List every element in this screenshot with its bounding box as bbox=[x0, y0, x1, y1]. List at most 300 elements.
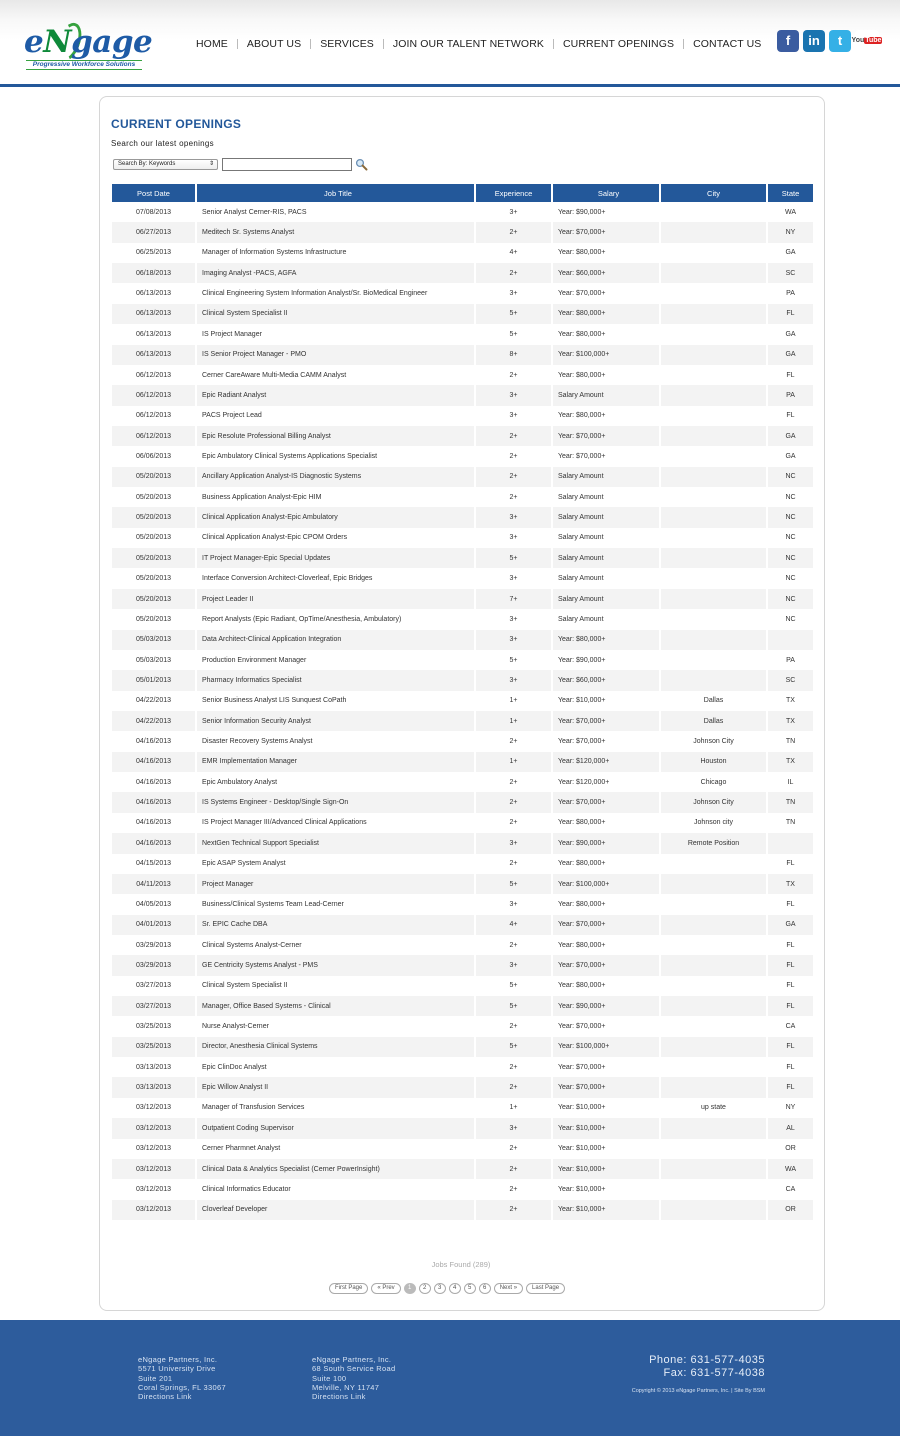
cell-post-date: 05/20/2013 bbox=[112, 548, 197, 568]
table-row[interactable] bbox=[112, 406, 813, 426]
cell-state: NC bbox=[785, 615, 796, 623]
table-row[interactable] bbox=[112, 874, 813, 894]
table-row[interactable] bbox=[112, 1037, 813, 1057]
logo-tagline: Progressive Workforce Solutions bbox=[26, 60, 142, 70]
cell-job-title[interactable]: Imaging Analyst -PACS, AGFA bbox=[197, 263, 476, 283]
cell-salary: Salary Amount bbox=[553, 467, 661, 487]
cell-job-title[interactable]: Cloverleaf Developer bbox=[197, 1200, 476, 1220]
cell-city bbox=[661, 915, 768, 935]
search-icon[interactable] bbox=[355, 158, 368, 171]
cell-state: GA bbox=[785, 330, 796, 338]
table-row[interactable] bbox=[112, 670, 813, 690]
cell-salary: Year: $90,000+ bbox=[553, 650, 661, 670]
cell-city: Dallas bbox=[661, 691, 768, 711]
cell-city bbox=[661, 222, 768, 242]
cell-experience: 5+ bbox=[476, 1037, 553, 1057]
directions-link[interactable]: Directions Link bbox=[138, 1392, 192, 1402]
cell-experience: 2+ bbox=[476, 365, 553, 385]
cell-job-title[interactable]: Outpatient Coding Supervisor bbox=[197, 1118, 476, 1138]
cell-job-title[interactable]: Senior Analyst Cerner-RIS, PACS bbox=[197, 202, 476, 222]
nav-divider bbox=[553, 39, 554, 49]
cell-experience: 2+ bbox=[476, 1139, 553, 1159]
nav-current-openings[interactable]: CURRENT OPENINGS bbox=[563, 38, 675, 50]
cell-salary: Year: $100,000+ bbox=[553, 1037, 661, 1057]
cell-experience: 5+ bbox=[476, 874, 553, 894]
cell-city bbox=[661, 1077, 768, 1097]
cell-state bbox=[768, 833, 813, 853]
cell-experience: 3+ bbox=[476, 385, 553, 405]
table-row[interactable] bbox=[112, 1139, 813, 1159]
cell-experience: 2+ bbox=[476, 935, 553, 955]
cell-state: FL bbox=[786, 982, 795, 990]
cell-salary: Salary Amount bbox=[553, 568, 661, 588]
cell-city bbox=[661, 874, 768, 894]
cell-city bbox=[661, 996, 768, 1016]
cell-city bbox=[661, 976, 768, 996]
nav-divider bbox=[310, 39, 311, 49]
table-row[interactable] bbox=[112, 996, 813, 1016]
address-line: eNgage Partners, Inc. bbox=[138, 1355, 218, 1364]
cell-post-date: 06/13/2013 bbox=[112, 324, 197, 344]
cell-experience: 3+ bbox=[476, 670, 553, 690]
table-row[interactable] bbox=[112, 813, 813, 833]
cell-job-title[interactable]: NextGen Technical Support Specialist bbox=[197, 833, 476, 853]
cell-job-title[interactable]: Epic ASAP System Analyst bbox=[197, 854, 476, 874]
search-by-select[interactable]: Search By: Keywords ⇕ bbox=[113, 159, 218, 170]
directions-link[interactable]: Directions Link bbox=[312, 1392, 366, 1402]
cell-city bbox=[661, 1118, 768, 1138]
cell-salary: Year: $80,000+ bbox=[553, 324, 661, 344]
cell-city: Houston bbox=[661, 752, 768, 772]
cell-post-date: 05/20/2013 bbox=[112, 487, 197, 507]
cell-experience: 2+ bbox=[476, 446, 553, 466]
cell-job-title[interactable]: Clinical System Specialist II bbox=[197, 976, 476, 996]
search-subtitle: Search our latest openings bbox=[111, 139, 214, 148]
cell-salary: Year: $90,000+ bbox=[553, 202, 661, 222]
cell-state: FL bbox=[786, 941, 795, 949]
page-2-button[interactable]: 2 bbox=[419, 1283, 431, 1294]
cell-post-date: 05/01/2013 bbox=[112, 670, 197, 690]
cell-post-date: 04/16/2013 bbox=[112, 752, 197, 772]
cell-post-date: 03/12/2013 bbox=[112, 1118, 197, 1138]
cell-city bbox=[661, 202, 768, 222]
cell-city bbox=[661, 283, 768, 303]
cell-job-title[interactable]: Clinical Engineering System Information Analyst/Sr. BioMedical Engineer bbox=[197, 283, 476, 303]
cell-post-date: 04/16/2013 bbox=[112, 833, 197, 853]
copyright-text: Copyright © 2013 eNgage Partners, Inc. | Site By BSM bbox=[631, 1388, 765, 1394]
cell-experience: 2+ bbox=[476, 1016, 553, 1036]
cell-experience: 3+ bbox=[476, 1118, 553, 1138]
cell-salary: Year: $10,000+ bbox=[553, 1139, 661, 1159]
table-row[interactable] bbox=[112, 345, 813, 365]
cell-post-date: 03/13/2013 bbox=[112, 1077, 197, 1097]
cell-job-title[interactable]: Epic Resolute Professional Billing Analyst bbox=[197, 426, 476, 446]
first-page-button[interactable]: First Page bbox=[329, 1283, 368, 1294]
cell-state: GA bbox=[768, 426, 813, 446]
cell-experience: 4+ bbox=[476, 915, 553, 935]
cell-state: GA bbox=[785, 249, 796, 257]
cell-job-title[interactable]: Report Analysts (Epic Radiant, OpTime/Anesthesia, Ambulatory) bbox=[197, 609, 476, 629]
col-salary[interactable]: Salary bbox=[553, 184, 661, 202]
pagination bbox=[329, 1282, 565, 1294]
cell-salary: Year: $90,000+ bbox=[553, 996, 661, 1016]
cell-post-date: 06/27/2013 bbox=[112, 222, 197, 242]
job-openings-table bbox=[112, 184, 813, 1220]
table-row[interactable] bbox=[112, 1159, 813, 1179]
cell-experience: 2+ bbox=[476, 222, 553, 242]
page-5-button[interactable]: 5 bbox=[464, 1283, 476, 1294]
cell-post-date: 06/13/2013 bbox=[112, 283, 197, 303]
cell-state: GA bbox=[785, 452, 796, 460]
cell-job-title[interactable]: Manager, Office Based Systems - Clinical bbox=[197, 996, 476, 1016]
cell-state: PA bbox=[786, 656, 795, 664]
cell-job-title[interactable]: Epic Willow Analyst II bbox=[197, 1077, 476, 1097]
cell-job-title[interactable]: Disaster Recovery Systems Analyst bbox=[197, 731, 476, 751]
cell-salary: Year: $70,000+ bbox=[553, 426, 661, 446]
cell-state: NC bbox=[785, 534, 796, 542]
cell-salary: Salary Amount bbox=[553, 589, 661, 609]
table-row[interactable] bbox=[112, 1016, 813, 1036]
table-row[interactable] bbox=[112, 365, 813, 385]
nav-contact-us[interactable]: CONTACT US bbox=[693, 38, 762, 50]
phone-number: Phone: 631-577-4035 bbox=[649, 1354, 765, 1366]
cell-city bbox=[661, 1159, 768, 1179]
cell-job-title[interactable]: Manager of Transfusion Services bbox=[197, 1098, 476, 1118]
nav-services[interactable]: SERVICES bbox=[320, 38, 374, 50]
nav-about-us[interactable]: ABOUT US bbox=[246, 38, 302, 50]
cell-state: TN bbox=[768, 792, 813, 812]
address-line: eNgage Partners, Inc. bbox=[312, 1355, 392, 1364]
cell-post-date: 05/20/2013 bbox=[112, 528, 197, 548]
cell-state: TX bbox=[768, 874, 813, 894]
page-6-button[interactable]: 6 bbox=[479, 1283, 491, 1294]
cell-post-date: 04/01/2013 bbox=[112, 915, 197, 935]
cell-salary: Year: $70,000+ bbox=[553, 792, 661, 812]
cell-state: NC bbox=[768, 548, 813, 568]
cell-post-date: 06/12/2013 bbox=[112, 365, 197, 385]
cell-state: PA bbox=[768, 385, 813, 405]
cell-state: OR bbox=[785, 1145, 796, 1153]
linkedin-icon[interactable]: in bbox=[803, 30, 825, 52]
cell-experience: 5+ bbox=[476, 548, 553, 568]
table-row[interactable] bbox=[112, 792, 813, 812]
address-line: Coral Springs, FL 33067 bbox=[138, 1382, 226, 1392]
table-row[interactable] bbox=[112, 467, 813, 487]
cell-experience: 2+ bbox=[476, 263, 553, 283]
cell-city bbox=[661, 854, 768, 874]
table-row[interactable] bbox=[112, 955, 813, 975]
table-row[interactable] bbox=[112, 324, 813, 344]
cell-experience: 2+ bbox=[476, 1159, 553, 1179]
cell-job-title[interactable]: Project Leader II bbox=[197, 589, 476, 609]
cell-job-title[interactable]: GE Centricity Systems Analyst - PMS bbox=[197, 955, 476, 975]
cell-salary: Year: $80,000+ bbox=[553, 406, 661, 426]
cell-experience: 5+ bbox=[476, 324, 553, 344]
cell-salary: Year: $100,000+ bbox=[553, 874, 661, 894]
table-row[interactable] bbox=[112, 1098, 813, 1118]
logo-wordmark: eNgage bbox=[24, 24, 153, 60]
table-row[interactable] bbox=[112, 568, 813, 588]
cell-post-date: 03/13/2013 bbox=[112, 1057, 197, 1077]
cell-post-date: 05/20/2013 bbox=[112, 609, 197, 629]
table-row[interactable] bbox=[112, 283, 813, 303]
cell-state: NC bbox=[785, 493, 796, 501]
cell-post-date: 03/12/2013 bbox=[112, 1098, 197, 1118]
fax-number: Fax: 631-577-4038 bbox=[663, 1367, 765, 1379]
cell-experience: 2+ bbox=[476, 1179, 553, 1199]
nav-home[interactable]: HOME bbox=[196, 38, 228, 50]
cell-job-title[interactable]: Director, Anesthesia Clinical Systems bbox=[197, 1037, 476, 1057]
cell-job-title[interactable]: Clinical Data & Analytics Specialist (Cerner PowerInsight) bbox=[197, 1159, 476, 1179]
cell-post-date: 03/29/2013 bbox=[112, 935, 197, 955]
nav-join-talent-network[interactable]: JOIN OUR TALENT NETWORK bbox=[392, 38, 544, 50]
cell-job-title[interactable]: EMR Implementation Manager bbox=[197, 752, 476, 772]
cell-job-title[interactable]: Cerner Pharmnet Analyst bbox=[197, 1139, 476, 1159]
cell-city bbox=[661, 385, 768, 405]
cell-salary: Year: $80,000+ bbox=[553, 365, 661, 385]
table-row[interactable] bbox=[112, 507, 813, 527]
table-row[interactable] bbox=[112, 548, 813, 568]
table-row[interactable] bbox=[112, 854, 813, 874]
cell-experience: 2+ bbox=[476, 792, 553, 812]
cell-post-date: 04/15/2013 bbox=[112, 854, 197, 874]
cell-salary: Year: $70,000+ bbox=[553, 1057, 661, 1077]
cell-experience: 3+ bbox=[476, 955, 553, 975]
cell-salary: Year: $10,000+ bbox=[553, 1200, 661, 1220]
cell-job-title[interactable]: Clinical System Specialist II bbox=[197, 304, 476, 324]
social-links bbox=[777, 30, 882, 52]
table-row[interactable] bbox=[112, 385, 813, 405]
cell-city bbox=[661, 263, 768, 283]
cell-job-title[interactable]: Senior Business Analyst LIS Sunquest CoPath bbox=[197, 691, 476, 711]
cell-city bbox=[661, 324, 768, 344]
cell-city bbox=[661, 589, 768, 609]
page-4-button[interactable]: 4 bbox=[449, 1283, 461, 1294]
cell-job-title[interactable]: Meditech Sr. Systems Analyst bbox=[197, 222, 476, 242]
cell-city bbox=[661, 467, 768, 487]
cell-salary: Year: $10,000+ bbox=[553, 691, 661, 711]
cell-state: TX bbox=[768, 711, 813, 731]
table-row[interactable] bbox=[112, 935, 813, 955]
cell-state: GA bbox=[768, 345, 813, 365]
cell-experience: 3+ bbox=[476, 406, 553, 426]
facebook-icon[interactable]: f bbox=[777, 30, 799, 52]
cell-job-title[interactable]: Epic Radiant Analyst bbox=[197, 385, 476, 405]
cell-job-title[interactable]: Clinical Application Analyst-Epic CPOM Orders bbox=[197, 528, 476, 548]
cell-state: TN bbox=[785, 819, 796, 827]
cell-experience: 3+ bbox=[476, 630, 553, 650]
cell-city bbox=[661, 528, 768, 548]
table-row[interactable] bbox=[112, 487, 813, 507]
cell-experience: 3+ bbox=[476, 833, 553, 853]
table-row[interactable] bbox=[112, 446, 813, 466]
cell-post-date: 04/16/2013 bbox=[112, 772, 197, 792]
cell-salary: Year: $120,000+ bbox=[553, 772, 661, 792]
cell-experience: 2+ bbox=[476, 467, 553, 487]
cell-job-title[interactable]: Epic Ambulatory Clinical Systems Applications Specialist bbox=[197, 446, 476, 466]
cell-post-date: 06/13/2013 bbox=[112, 345, 197, 365]
address-line: 68 South Service Road bbox=[312, 1364, 396, 1374]
table-row[interactable] bbox=[112, 894, 813, 914]
cell-job-title[interactable]: IT Project Manager-Epic Special Updates bbox=[197, 548, 476, 568]
cell-state bbox=[768, 630, 813, 650]
cell-salary: Year: $80,000+ bbox=[553, 630, 661, 650]
table-row[interactable] bbox=[112, 1200, 813, 1220]
cell-state: FL bbox=[786, 900, 795, 908]
cell-city bbox=[661, 345, 768, 365]
cell-job-title[interactable]: Senior Information Security Analyst bbox=[197, 711, 476, 731]
table-row[interactable] bbox=[112, 426, 813, 446]
cell-post-date: 05/03/2013 bbox=[112, 630, 197, 650]
cell-job-title[interactable]: IS Project Manager bbox=[197, 324, 476, 344]
table-row[interactable] bbox=[112, 976, 813, 996]
cell-salary: Year: $80,000+ bbox=[553, 854, 661, 874]
cell-salary: Year: $10,000+ bbox=[553, 1098, 661, 1118]
cell-state: FL bbox=[768, 1077, 813, 1097]
cell-experience: 4+ bbox=[476, 243, 553, 263]
cell-state: SC bbox=[768, 670, 813, 690]
cell-experience: 5+ bbox=[476, 996, 553, 1016]
cell-job-title[interactable]: Epic Ambulatory Analyst bbox=[197, 772, 476, 792]
col-city[interactable]: City bbox=[661, 184, 768, 202]
cell-job-title[interactable]: Clinical Informatics Educator bbox=[197, 1179, 476, 1199]
cell-job-title[interactable]: Project Manager bbox=[197, 874, 476, 894]
table-row[interactable] bbox=[112, 243, 813, 263]
twitter-icon[interactable]: t bbox=[829, 30, 851, 52]
cell-state: FL bbox=[786, 371, 795, 379]
table-row[interactable] bbox=[112, 1179, 813, 1199]
cell-post-date: 06/13/2013 bbox=[112, 304, 197, 324]
cell-salary: Year: $70,000+ bbox=[553, 1077, 661, 1097]
cell-job-title[interactable]: Sr. EPIC Cache DBA bbox=[197, 915, 476, 935]
jobs-found-count: Jobs Found (289) bbox=[431, 1260, 491, 1269]
address-line: Melville, NY 11747 bbox=[312, 1382, 380, 1392]
table-row[interactable] bbox=[112, 589, 813, 609]
cell-city bbox=[661, 446, 768, 466]
cell-job-title[interactable]: Production Environment Manager bbox=[197, 650, 476, 670]
cell-city: up state bbox=[661, 1098, 768, 1118]
cell-job-title[interactable]: Pharmacy Informatics Specialist bbox=[197, 670, 476, 690]
cell-post-date: 05/20/2013 bbox=[112, 507, 197, 527]
cell-salary: Year: $70,000+ bbox=[553, 915, 661, 935]
job-rows bbox=[112, 202, 813, 1220]
search-input[interactable] bbox=[222, 158, 352, 171]
prev-page-button[interactable]: « Prev bbox=[371, 1283, 400, 1294]
table-row[interactable] bbox=[112, 772, 813, 792]
select-arrows-icon: ⇕ bbox=[208, 161, 214, 167]
col-post-date[interactable]: Post Date bbox=[112, 184, 197, 202]
table-row[interactable] bbox=[112, 1057, 813, 1077]
cell-state: WA bbox=[784, 208, 797, 216]
cell-experience: 2+ bbox=[476, 1057, 553, 1077]
table-row[interactable] bbox=[112, 222, 813, 242]
cell-job-title[interactable]: Clinical Application Analyst-Epic Ambulatory bbox=[197, 507, 476, 527]
table-row[interactable] bbox=[112, 609, 813, 629]
cell-job-title[interactable]: Business Application Analyst-Epic HIM bbox=[197, 487, 476, 507]
cell-state: NC bbox=[768, 507, 813, 527]
cell-salary: Year: $120,000+ bbox=[553, 752, 661, 772]
cell-city bbox=[661, 487, 768, 507]
cell-experience: 1+ bbox=[476, 711, 553, 731]
cell-post-date: 04/16/2013 bbox=[112, 813, 197, 833]
cell-city: Remote Position bbox=[661, 833, 768, 853]
cell-job-title[interactable]: Interface Conversion Architect-Cloverleaf, Epic Bridges bbox=[197, 568, 476, 588]
cell-post-date: 03/25/2013 bbox=[112, 1037, 197, 1057]
cell-post-date: 07/08/2013 bbox=[112, 202, 197, 222]
table-row[interactable] bbox=[112, 1077, 813, 1097]
page-1-button[interactable]: 1 bbox=[404, 1283, 416, 1294]
table-row[interactable] bbox=[112, 650, 813, 670]
cell-job-title[interactable]: Epic ClinDoc Analyst bbox=[197, 1057, 476, 1077]
cell-experience: 1+ bbox=[476, 1098, 553, 1118]
cell-job-title[interactable]: Manager of Information Systems Infrastructure bbox=[197, 243, 476, 263]
table-row[interactable] bbox=[112, 691, 813, 711]
cell-city bbox=[661, 609, 768, 629]
table-row[interactable] bbox=[112, 711, 813, 731]
cell-experience: 8+ bbox=[476, 345, 553, 365]
youtube-icon[interactable]: YouTube bbox=[855, 30, 879, 52]
table-row[interactable] bbox=[112, 833, 813, 853]
col-job-title[interactable]: Job Title bbox=[197, 184, 476, 202]
cell-experience: 3+ bbox=[476, 283, 553, 303]
cell-post-date: 03/12/2013 bbox=[112, 1159, 197, 1179]
table-row[interactable] bbox=[112, 1118, 813, 1138]
cell-job-title[interactable]: Nurse Analyst-Cerner bbox=[197, 1016, 476, 1036]
cell-job-title[interactable]: Cerner CareAware Multi-Media CAMM Analyst bbox=[197, 365, 476, 385]
cell-job-title[interactable]: Business/Clinical Systems Team Lead-Cerner bbox=[197, 894, 476, 914]
cell-experience: 1+ bbox=[476, 691, 553, 711]
cell-salary: Year: $80,000+ bbox=[553, 894, 661, 914]
cell-job-title[interactable]: IS Project Manager III/Advanced Clinical Applications bbox=[197, 813, 476, 833]
table-row[interactable] bbox=[112, 202, 813, 222]
cell-salary: Year: $80,000+ bbox=[553, 304, 661, 324]
cell-job-title[interactable]: IS Senior Project Manager - PMO bbox=[197, 345, 476, 365]
cell-state: TX bbox=[786, 697, 795, 705]
cell-job-title[interactable]: PACS Project Lead bbox=[197, 406, 476, 426]
contact-numbers bbox=[649, 1354, 765, 1380]
cell-job-title[interactable]: Clinical Systems Analyst-Cerner bbox=[197, 935, 476, 955]
table-row[interactable] bbox=[112, 630, 813, 650]
last-page-button[interactable]: Last Page bbox=[526, 1283, 565, 1294]
table-row[interactable] bbox=[112, 263, 813, 283]
cell-post-date: 04/11/2013 bbox=[112, 874, 197, 894]
cell-post-date: 04/22/2013 bbox=[112, 711, 197, 731]
cell-post-date: 06/12/2013 bbox=[112, 406, 197, 426]
cell-job-title[interactable]: Ancillary Application Analyst-IS Diagnostic Systems bbox=[197, 467, 476, 487]
cell-state: SC bbox=[768, 263, 813, 283]
cell-experience: 3+ bbox=[476, 507, 553, 527]
cell-post-date: 05/20/2013 bbox=[112, 589, 197, 609]
table-row[interactable] bbox=[112, 915, 813, 935]
page-3-button[interactable]: 3 bbox=[434, 1283, 446, 1294]
cell-job-title[interactable]: IS Systems Engineer - Desktop/Single Sign-On bbox=[197, 792, 476, 812]
table-row[interactable] bbox=[112, 752, 813, 772]
engage-logo[interactable] bbox=[24, 24, 153, 72]
header-divider bbox=[0, 84, 900, 87]
cell-experience: 5+ bbox=[476, 650, 553, 670]
cell-city bbox=[661, 650, 768, 670]
cell-state: GA bbox=[768, 915, 813, 935]
table-row[interactable] bbox=[112, 731, 813, 751]
next-page-button[interactable]: Next » bbox=[494, 1283, 523, 1294]
table-row[interactable] bbox=[112, 304, 813, 324]
col-experience[interactable]: Experience bbox=[476, 184, 553, 202]
col-state[interactable]: State bbox=[768, 184, 813, 202]
cell-job-title[interactable]: Data Architect-Clinical Application Integration bbox=[197, 630, 476, 650]
main-nav bbox=[196, 37, 761, 51]
cell-city bbox=[661, 1179, 768, 1199]
table-row[interactable] bbox=[112, 528, 813, 548]
